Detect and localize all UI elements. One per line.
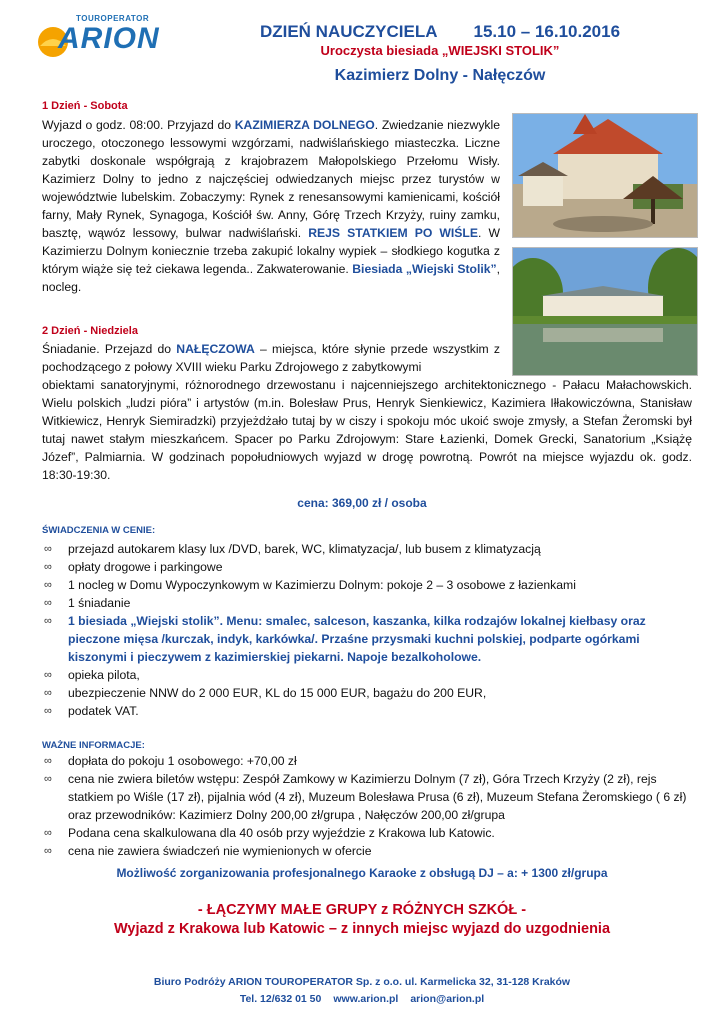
day1-highlight: KAZIMIERZA DOLNEGO [234, 118, 375, 132]
day1-text: . Zwiedzanie niezwykle uroczego, otoczonego lessowymi wzgórzami, nadwiślańskiego miasteczka. Liczne zabytki doskonale współgrają z krajobrazem Małopolskiego Przełomu Wisły. Kazimierz Dolny to jedno z najczęściej odwiedzanych miejsc przez turystów w województwie lubelskim. Zobaczymy: Rynek z renesansowymi kamienicami, kościół farny, Mały Rynek, Synagoga, Kościół św. Anny, Górę Trzech Krzyży, ruiny zamku, basztę, wąwóz lessowy, bulwar nadwiślański. [42, 118, 500, 240]
event-title-text: DZIEŃ NAUCZYCIELA [259, 22, 438, 41]
day1-text: , nocleg. [42, 262, 500, 294]
kazimierz-photo [512, 113, 698, 238]
list-item-text: 1 biesiada „Wiejski stolik”. Menu: smalec, salceson, kaszanka, kilka rodzajów lokalnej kiełbasy oraz pieczone mięsa /kurczak, indyk, karkówka/. Przaśne przysmaki kuchni polskiej, podparte ogórkami kiszonymi i pieczywem z kazimierskiej piekarni. Napoje bezalkoholowe. [68, 614, 646, 664]
footer-phone: Tel. 12/632 01 50 [239, 993, 322, 1005]
included-heading: ŚWIADCZENIA W CENIE: [42, 525, 156, 536]
logo-small-text: TOUROPERATOR [76, 14, 150, 23]
bullet-icon: ∞ [44, 755, 52, 767]
bullet-icon: ∞ [44, 705, 52, 717]
arion-logo [36, 12, 160, 64]
list-item-text: cena nie zwiera biletów wstępu: Zespół Zamkowy w Kazimierzu Dolnym (7 zł), Góra Trzech Krzyży (2 zł), rejs statkiem po Wiśle (17 zł), pijalnia wód (4 zł), Muzeum Bolesława Prusa (6 zł), Muzeum Stefana Żeromskiego ( 6 zł) oraz przewodników: Kazimierz Dolny 200,00 zł/grupa , Nałęczów 200,00 zł/grupa [68, 772, 687, 822]
bullet-icon: ∞ [44, 827, 52, 839]
slogan-groups: - ŁĄCZYMY MAŁE GRUPY z RÓŻNYCH SZKÓŁ - [197, 902, 527, 918]
list-item-text: 1 nocleg w Domu Wypoczynkowym w Kazimierzu Dolnym: pokoje 2 – 3 osobowe z łazienkami [68, 578, 576, 592]
bullet-icon: ∞ [44, 561, 52, 573]
footer-address: Biuro Podróży ARION TOUROPERATOR Sp. z o.o. ul. Karmelicka 32, 31-128 Kraków [153, 976, 571, 988]
logo-name: ARION [58, 22, 160, 55]
list-item [42, 558, 692, 576]
list-item [42, 770, 692, 824]
day1-highlight: Biesiada „Wiejski Stolik” [352, 262, 497, 276]
list-item-text: cena nie zawiera świadczeń nie wymienionych w ofercie [68, 844, 372, 858]
list-item-text: 1 śniadanie [68, 596, 131, 610]
list-item-text: przejazd autokarem klasy lux /DVD, barek, WC, klimatyzacja/, lub busem z klimatyzacją [68, 542, 541, 556]
bullet-icon: ∞ [44, 687, 52, 699]
list-item [42, 842, 692, 860]
list-item [42, 612, 692, 666]
list-item-text: opieka pilota, [68, 668, 140, 682]
naleczow-photo-image [513, 248, 697, 375]
list-item [42, 684, 692, 702]
list-item [42, 594, 692, 612]
bullet-icon: ∞ [44, 597, 52, 609]
list-item-text: opłaty drogowe i parkingowe [68, 560, 223, 574]
bullet-icon: ∞ [44, 669, 52, 681]
event-route: Kazimierz Dolny - Nałęczów [334, 67, 546, 84]
day2-text: – miejsca, które słynie przede wszystkim z pochodzącego z połowy XVIII wieku Parku Zdrojowego z zabytkowymi [42, 342, 501, 374]
list-item-text: dopłata do pokoju 1 osobowego: +70,00 zł [68, 754, 297, 768]
info-list [42, 752, 692, 860]
karaoke-offer: Możliwość zorganizowania profesjonalnego Karaoke z obsługą DJ – a: + 1300 zł/grupa [116, 866, 608, 880]
footer-website-link[interactable]: www.arion.pl [333, 993, 399, 1005]
slogan-departure: Wyjazd z Krakowa lub Katowic – z innych miejsc wyjazd do uzgodnienia [113, 921, 611, 937]
day1-description [42, 116, 500, 296]
list-item [42, 702, 692, 720]
event-dates: 15.10 – 16.10.2016 [473, 22, 621, 41]
list-item [42, 540, 692, 558]
day2-text: Śniadanie. Przejazd do [42, 342, 177, 356]
day2-description-top [42, 340, 500, 376]
footer-contact [30, 993, 694, 1005]
bullet-icon: ∞ [44, 845, 52, 857]
day2-heading: 2 Dzień - Niedziela [42, 325, 138, 337]
list-item [42, 666, 692, 684]
day2-highlight: NAŁĘCZOWA [176, 342, 255, 356]
event-title [180, 22, 700, 42]
event-subtitle: Uroczysta biesiada „WIEJSKI STOLIK” [320, 43, 560, 58]
day1-heading: 1 Dzień - Sobota [42, 100, 128, 112]
list-item-text: ubezpieczenie NNW do 2 000 EUR, KL do 15 000 EUR, bagażu do 200 EUR, [68, 686, 487, 700]
price: cena: 369,00 zł / osoba [297, 496, 427, 510]
naleczow-photo [512, 247, 698, 376]
list-item [42, 576, 692, 594]
info-heading: WAŻNE INFORMACJE: [42, 740, 145, 751]
list-item [42, 824, 692, 842]
day2-description: obiektami sanatoryjnymi, różnorodnego drzewostanu i najcenniejszego architektonicznego - Pałacu Małachowskich. Wielu polskich „ludzi pióra” i artystów (m.in. Bolesław Prus, Henryk Sienkiewicz, Kazimiera Iłłakowiczówna, Stanisław Witkiewicz, Henryk Siemiradzki) przyjeżdżało tutaj by w ciszy i spokoju móc ukoić swoje zmysły, a Stefan Żeromski był tutaj nawet stałym mieszkańcem. Spacer po Parku Zdrojowym: Stare Łazienki, Domek Grecki, Sanatorium „Książę Józef”, Palmiarnia. W godzinach popołudniowych wyjazd w drogę powrotną. Powrót na miejsce wyjazdu ok. godz. 18:30-19:30. [42, 378, 692, 482]
day1-highlight: REJS STATKIEM PO WIŚLE [308, 226, 479, 240]
footer-email-link[interactable]: arion@arion.pl [410, 993, 485, 1005]
list-item-text: podatek VAT. [68, 704, 139, 718]
kazimierz-photo-image [513, 114, 697, 237]
day1-text: . W Kazimierzu Dolnym koniecznie trzeba zakupić lokalny wypiek – słodkiego kogutka z którym wiąże się też ciekawa legenda.. Zakwaterowanie. [42, 226, 500, 276]
list-item [42, 752, 692, 770]
bullet-icon: ∞ [44, 615, 52, 627]
list-item-text: Podana cena skalkulowana dla 40 osób przy wyjeździe z Krakowa lub Katowic. [68, 826, 495, 840]
day1-text: Wyjazd o godz. 08:00. Przyjazd do [42, 118, 235, 132]
bullet-icon: ∞ [44, 579, 52, 591]
bullet-icon: ∞ [44, 543, 52, 555]
bullet-icon: ∞ [44, 773, 52, 785]
included-list [42, 540, 692, 720]
